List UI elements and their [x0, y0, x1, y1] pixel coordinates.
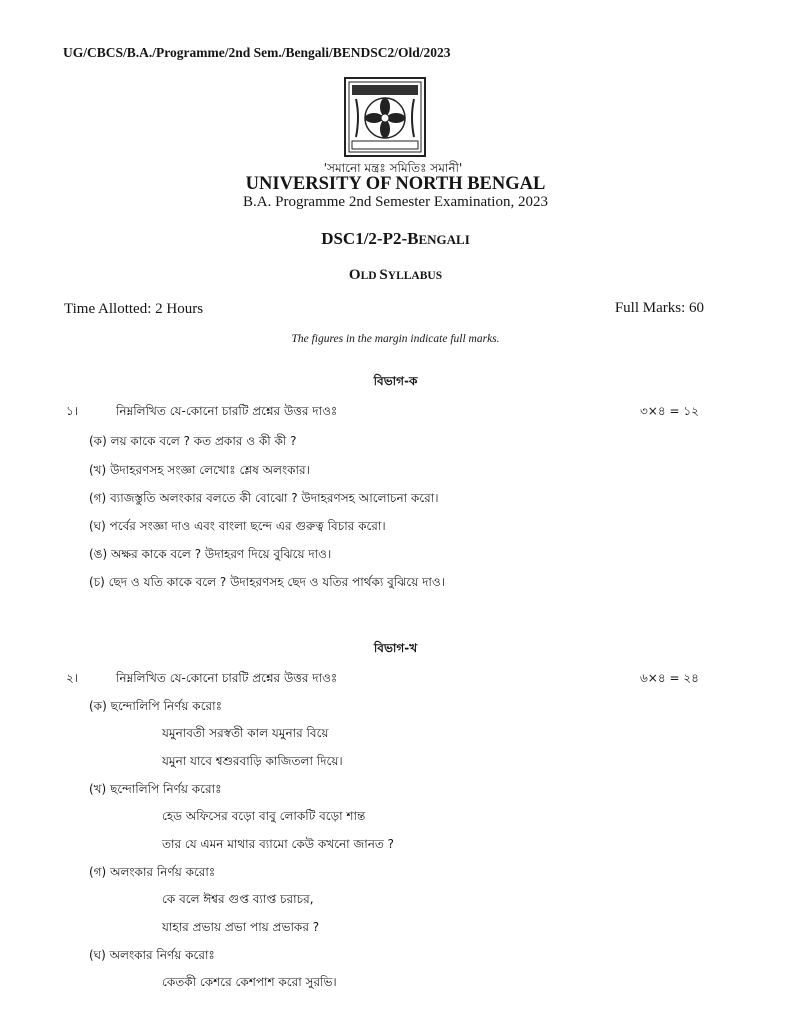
item-text: পর্বের সংজ্ঞা দাও এবং বাংলা ছন্দে এর গুরুত্ব বিচার করো।: [109, 519, 386, 533]
question-1-instruction: নিম্নলিখিত যে-কোনো চারটি প্রশ্নের উত্তর দাওঃ: [116, 404, 338, 418]
full-marks: Full Marks: 60: [614, 300, 704, 316]
item-label: (ক): [89, 434, 107, 448]
item-text: অলংকার নির্ণয় করোঃ: [110, 865, 216, 879]
item-text: অলংকার নির্ণয় করোঃ: [109, 948, 215, 962]
item-label: (ক): [89, 699, 107, 713]
time-allotted: Time Allotted: 2 Hours: [64, 301, 204, 317]
item-label: (ঘ): [89, 519, 106, 533]
item-label: (গ): [89, 865, 107, 879]
item-text: ছেদ ও যতি কাকে বলে ? উদাহরণসহ ছেদ ও যতির পার্থক্য বুঝিয়ে দাও।: [108, 575, 445, 589]
paper-title-main: DSC1/2-P2-B: [321, 229, 419, 248]
paper-code: UG/CBCS/B.A./Programme/2nd Sem./Bengali/BENDSC2/Old/2023: [63, 45, 451, 60]
university-name: UNIVERSITY OF NORTH BENGAL: [245, 174, 546, 194]
item-label: (খ): [89, 463, 107, 477]
paper-title-smallcaps: ENGALI: [418, 232, 470, 247]
syllabus-s: S: [379, 267, 388, 283]
question-1-marks: ৩×৪ = ১২: [640, 404, 699, 418]
question-2-item: [89, 781, 221, 801]
item-text: উদাহরণসহ সংজ্ঞা লেখোঃ শ্লেষ অলংকার।: [110, 463, 310, 477]
exam-title: B.A. Programme 2nd Semester Examination, 2023: [243, 194, 548, 210]
question-1-item: [89, 518, 386, 538]
verse-line: হেড অফিসের বড়ো বাবু লোকটি বড়ো শান্ত: [162, 809, 366, 823]
section-a-title: বিভাগ-ক: [373, 374, 418, 388]
item-label: (ঘ): [89, 948, 106, 962]
question-2-item: [89, 698, 222, 718]
verse-line: কে বলে ঈশ্বর গুপ্ত ব্যাপ্ত চরাচর,: [162, 892, 314, 906]
item-text: অক্ষর কাকে বলে ? উদাহরণ দিয়ে বুঝিয়ে দাও।: [111, 547, 332, 561]
question-1-number: ১।: [66, 404, 79, 418]
item-label: (ঙ): [89, 547, 108, 561]
question-2-number: ২।: [66, 671, 79, 685]
syllabus-o: O: [348, 267, 361, 283]
item-label: (চ): [89, 575, 105, 589]
item-text: ছন্দোলিপি নির্ণয় করোঃ: [110, 699, 222, 713]
item-text: ব্যাজস্তুতি অলংকার বলতে কী বোঝো ? উদাহরণসহ আলোচনা করো।: [110, 491, 439, 505]
university-motto: 'সমানো মন্ত্রঃ সমিতিঃ সমানী': [323, 161, 463, 175]
question-2-marks: ৬×৪ = ২৪: [640, 671, 699, 685]
question-1-item: [89, 546, 331, 566]
item-label: (খ): [89, 782, 107, 796]
university-logo: [344, 77, 426, 157]
question-1-item: [89, 574, 445, 594]
marks-note: The figures in the margin indicate full marks.: [291, 333, 500, 345]
question-2-instruction: নিম্নলিখিত যে-কোনো চারটি প্রশ্নের উত্তর দাওঃ: [116, 671, 338, 685]
question-1-item: [89, 433, 297, 453]
verse-line: যাহার প্রভায় প্রভা পায় প্রভাকর ?: [162, 920, 320, 934]
item-text: লয় কাকে বলে ? কত প্রকার ও কী কী ?: [110, 434, 297, 448]
verse-line: যমুনা যাবে শ্বশুরবাড়ি কাজিতলা দিয়ে।: [162, 754, 343, 768]
question-2-item: [89, 864, 215, 884]
section-b-title: বিভাগ-খ: [373, 641, 418, 655]
verse-line: তার যে এমন মাথার ব্যামো কেউ কখনো জানত ?: [162, 837, 395, 851]
question-1-item: [89, 462, 310, 482]
syllabus-label: [0, 267, 791, 284]
verse-line: যমুনাবতী সরস্বতী কাল যমুনার বিয়ে: [162, 726, 329, 740]
verse-line: কেতকী কেশরে কেশপাশ করো সুরভি।: [162, 975, 337, 989]
item-text: ছন্দোলিপি নির্ণয় করোঃ: [110, 782, 222, 796]
syllabus-ld: LD: [360, 270, 380, 282]
item-label: (গ): [89, 491, 107, 505]
paper-title: [0, 229, 791, 249]
syllabus-rest: YLLABUS: [387, 270, 443, 282]
question-2-item: [89, 947, 215, 967]
question-1-item: [89, 490, 439, 510]
